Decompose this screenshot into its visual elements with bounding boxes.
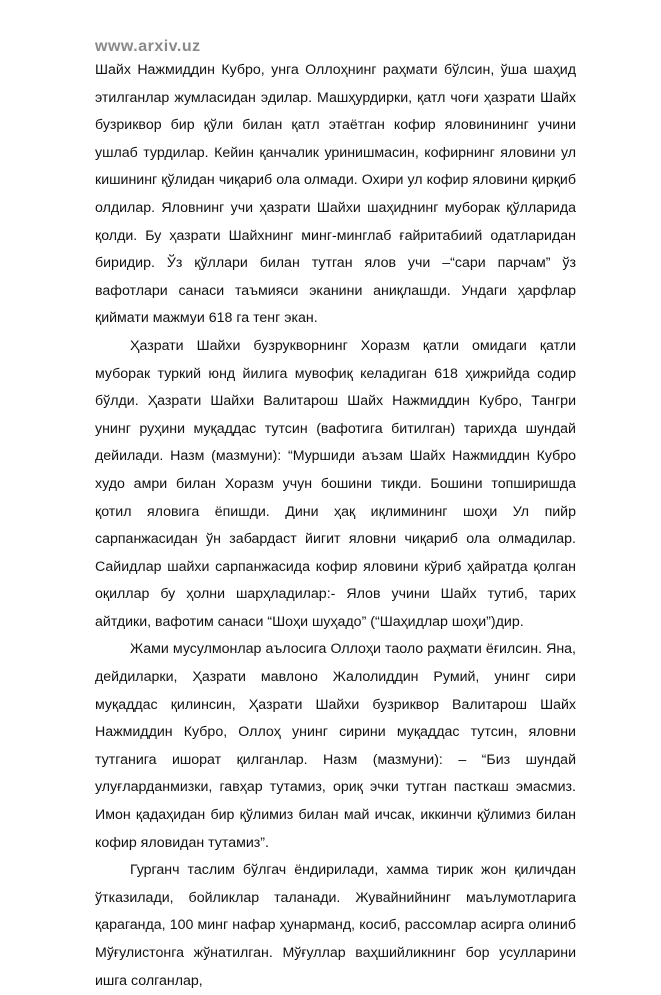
paragraph-3: Жами мусулмонлар аълосига Оллоҳи таоло раҳмати ёғилсин. Яна, дейдиларки, Ҳазрати мавлоно Жалолиддин Румий, унинг сири муқаддас қилинсин, Ҳазрати Шайхи бузриквор Валитарош Шайх Нажмиддин Кубро, Оллоҳ унинг сирини муқаддас тутсин, яловни тутганига ишорат қилганлар. Назм (мазмуни): – “Биз шундай улуғларданмизки, гавҳар тутамиз, ориқ эчки тутган пасткаш эмасмиз. Имон қадаҳидан бир қўлимиз билан май ичсак, иккинчи қўлимиз билан кофир яловидан тутамиз”. [95,641,576,851]
paragraph-4: Гурганч таслим бўлгач ёндирилади, хамма тирик жон қиличдан ўтказилади, бойликлар таланади. Жувайнийнинг маълумотларига қараганда, 100 минг нафар ҳунарманд, косиб, рассомлар асирга олиниб Мўғулистонга жўнатилган. Мўғуллар ваҳшийликнинг бор усулларини ишга солганлар, [95,862,576,989]
paragraph-2: Ҳазрати Шайхи бузрукворнинг Хоразм қатли омидаги қатли муборак туркий юнд йилига мувофиқ келадиган 618 ҳижрийда содир бўлди. Ҳазрати Шайхи Валитарош Шайх Нажмиддин Кубро, Тангри унинг руҳини муқаддас тутсин (вафотига битилган) тарихда шундай дейилади. Назм (мазмуни): “Муршиди аъзам Шайх Нажмиддин Кубро худо амри билан Хоразм учун бошини тикди. Бошини топширишда қотил яловига ёпишди. Дини ҳақ иқлимининг шоҳи Ул пийр сарпанжасидан ўн забардаст йигит яловни чиқариб ола олмадилар. Сайидлар шайхи сарпанжасида кофир яловини кўриб ҳайратда қолган оқиллар бу ҳолни шарҳладилар:- Ялов учини Шайх тутиб, тарих айтдики, вафотим санаси “Шоҳи шуҳадо” (“Шаҳидлар шоҳи”)дир. [95,337,576,630]
watermark: www.arxiv.uz [95,38,201,55]
document-body [95,57,576,995]
paragraph-1: Шайх Нажмиддин Кубро, унга Оллоҳнинг раҳмати бўлсин, ўша шаҳид этилганлар жумласидан эдилар. Машҳурдирки, қатл чоғи ҳазрати Шайх бузриквор бир қўли билан қатл этаётган кофир яловинининг учини ушлаб турдилар. Кейин қанчалик уринишмасин, кофирнинг яловини ул кишининг қўлидан чиқариб ола олмади. Охири ул кофир яловини қирқиб олдилар. Яловнинг учи ҳазрати Шайхи шаҳиднинг муборак қўлларида қолди. Бу ҳазрати Шайхнинг минг-минглаб ғайритабиий одатларидан биридир. Ўз қўллари билан тутган ялов учи –“сари парчам” ўз вафотлари санаси таъмияси эканини аниқлашди. Ундаги ҳарфлар қиймати мажмуи 618 га тенг экан. [95,62,576,327]
